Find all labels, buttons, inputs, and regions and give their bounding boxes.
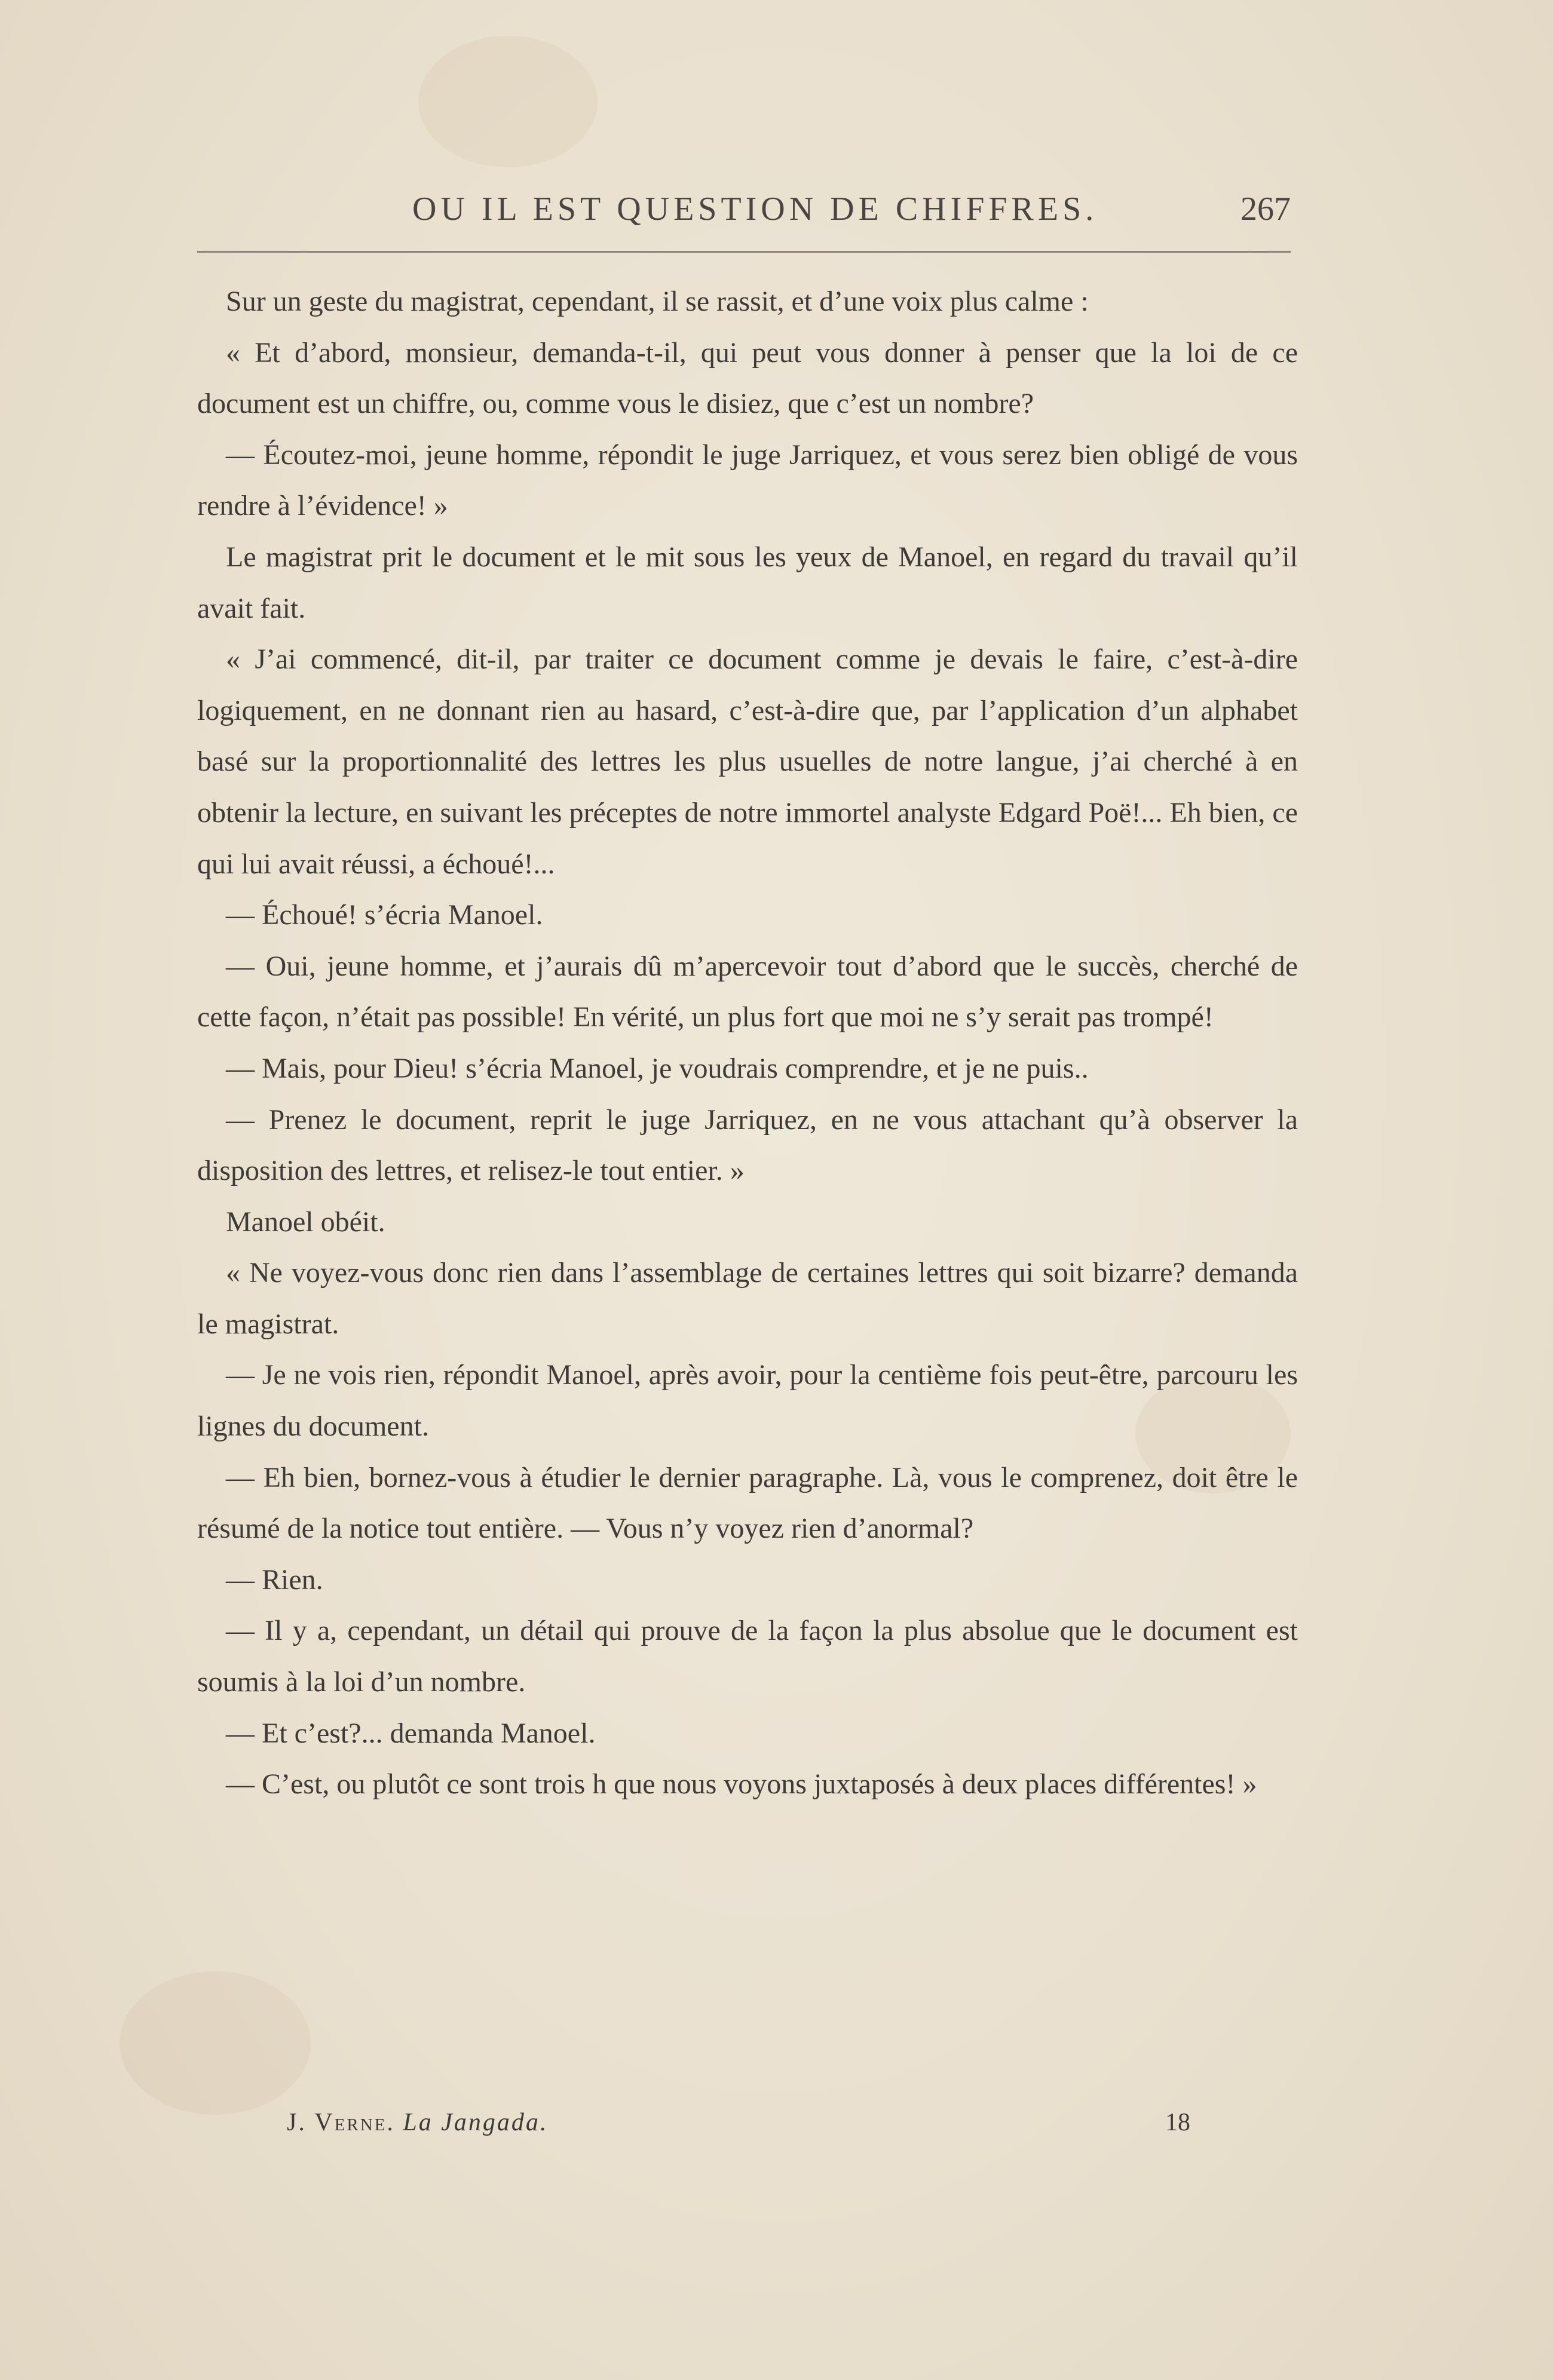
paragraph: — Échoué! s’écria Manoel. <box>226 899 543 931</box>
header-rule <box>197 251 1291 253</box>
paragraph: « Et d’abord, monsieur, demanda-t-il, qui peut vous donner à penser que la loi de ce document est un chiffre, ou, comme vous le disiez, que c’est un nombre? <box>197 336 1298 420</box>
page-number: 267 <box>1240 191 1291 228</box>
paragraph: Sur un geste du magistrat, cependant, il se rassit, et d’une voix plus calme : <box>226 286 1089 317</box>
paragraph: — Écoutez-moi, jeune homme, répondit le juge Jarriquez, et vous serez bien obligé de vous rendre à l’évidence! » <box>197 438 1298 522</box>
paragraph: Manoel obéit. <box>226 1206 385 1238</box>
paragraph: — Mais, pour Dieu! s’écria Manoel, je voudrais comprendre, et je ne puis.. <box>226 1052 1089 1084</box>
running-header <box>197 185 1297 233</box>
paragraph: « J’ai commencé, dit-il, par traiter ce document comme je devais le faire, c’est-à-dire logiquement, en ne donnant rien au hasard, c’est-à-dire que, par l’application d’un alphabet basé sur la proportionnalité des lettres les plus usuelles de notre langue, j’ai cherché à en obtenir la lecture, en suivant les préceptes de notre immortel analyste Edgard Poë!... Eh bien, ce qui lui avait réussi, a échoué!... <box>197 643 1298 880</box>
paper-stain <box>120 1971 311 2115</box>
paper-stain <box>418 36 598 167</box>
paragraph: — Rien. <box>226 1563 323 1596</box>
signature-mark: 18 <box>1165 2109 1190 2136</box>
author-name: Verne. <box>314 2109 395 2136</box>
paragraph: — Et c’est?... demanda Manoel. <box>226 1717 596 1749</box>
paragraph: — Oui, jeune homme, et j’aurais dû m’apercevoir tout d’abord que le succès, cherché de cette façon, n’était pas possible! En vérité, un plus fort que moi ne s’y serait pas trompé! <box>197 950 1298 1033</box>
paragraph: — Il y a, cependant, un détail qui prouve de la façon la plus absolue que le document est soumis à la loi d’un nombre. <box>197 1615 1298 1698</box>
book-title: La Jangada. <box>403 2109 549 2136</box>
paragraph: — C’est, ou plutôt ce sont trois h que nous voyons juxtaposés à deux places différentes! » <box>226 1768 1257 1801</box>
signature-footer <box>197 2102 1298 2143</box>
paragraph: « Ne voyez-vous donc rien dans l’assemblage de certaines lettres qui soit bizarre? demanda le magistrat. <box>197 1257 1298 1340</box>
paragraph: — Prenez le document, reprit le juge Jarriquez, en ne vous attachant qu’à observer la disposition des lettres, et relisez-le tout entier. » <box>197 1103 1298 1187</box>
running-title: OU IL EST QUESTION DE CHIFFRES. <box>412 191 1098 228</box>
author-initial: J. <box>287 2109 307 2136</box>
paragraph: — Eh bien, bornez-vous à étudier le dernier paragraphe. Là, vous le comprenez, doit être le résumé de la notice tout entière. — Vous n’y voyez rien d’anormal? <box>197 1461 1298 1545</box>
paragraph: Le magistrat prit le document et le mit sous les yeux de Manoel, en regard du travail qu’il avait fait. <box>197 541 1298 624</box>
body-text <box>197 276 1298 1810</box>
footer-credit <box>287 2102 548 2143</box>
paragraph: — Je ne vois rien, répondit Manoel, après avoir, pour la centième fois peut-être, parcouru les lignes du document. <box>197 1359 1298 1443</box>
